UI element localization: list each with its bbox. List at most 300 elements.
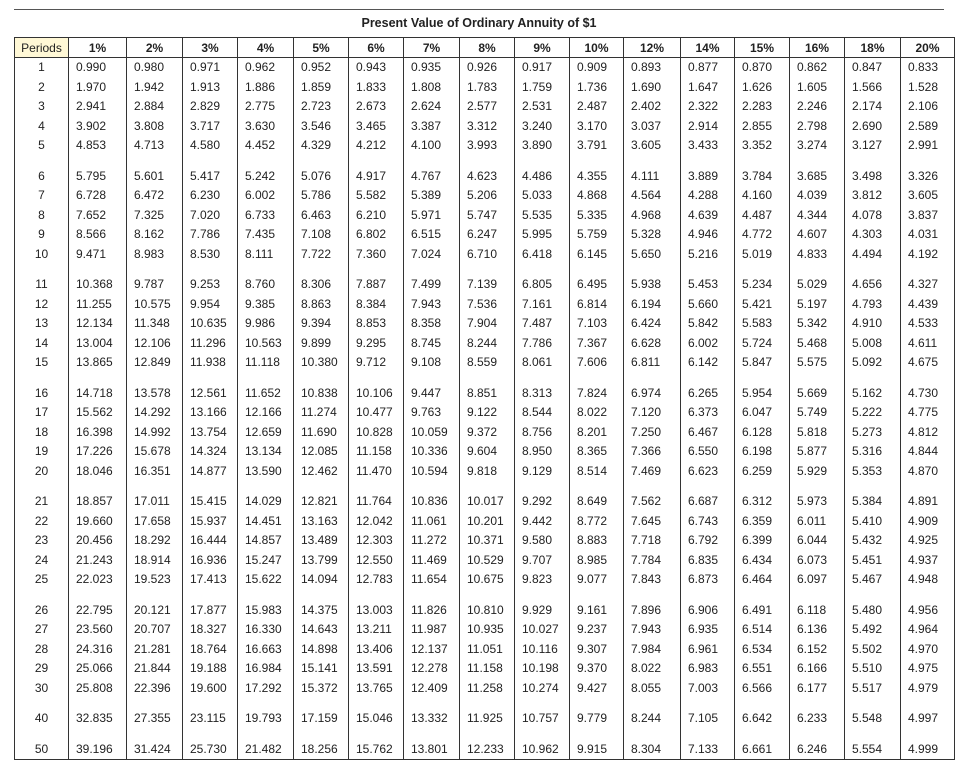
spacer-cell — [901, 729, 955, 740]
spacer-cell — [570, 698, 624, 709]
value-cell: 4.937 — [901, 551, 955, 571]
value-cell: 4.844 — [901, 442, 955, 462]
value-cell: 5.492 — [845, 620, 901, 640]
period-cell: 8 — [15, 206, 69, 226]
header-rate: 6% — [349, 38, 404, 58]
value-cell: 8.055 — [624, 679, 681, 699]
value-cell: 3.546 — [294, 117, 349, 137]
value-cell: 14.992 — [127, 423, 183, 443]
value-cell: 4.160 — [735, 186, 790, 206]
value-cell: 5.480 — [845, 601, 901, 621]
spacer-cell — [460, 373, 515, 384]
period-cell: 12 — [15, 295, 69, 315]
value-cell: 10.336 — [404, 442, 460, 462]
value-cell: 1.736 — [570, 78, 624, 98]
value-cell: 7.887 — [349, 275, 404, 295]
value-cell: 10.575 — [127, 295, 183, 315]
value-cell: 18.857 — [69, 492, 127, 512]
value-cell: 7.984 — [624, 640, 681, 660]
period-cell: 14 — [15, 334, 69, 354]
value-cell: 0.917 — [515, 58, 570, 78]
value-cell: 4.303 — [845, 225, 901, 245]
value-cell: 16.351 — [127, 462, 183, 482]
value-cell: 6.728 — [69, 186, 127, 206]
present-value-table — [14, 37, 955, 760]
spacer-cell — [790, 481, 845, 492]
value-cell: 6.491 — [735, 601, 790, 621]
value-cell: 6.230 — [183, 186, 238, 206]
value-cell: 14.877 — [183, 462, 238, 482]
value-cell: 7.120 — [624, 403, 681, 423]
header-rate: 16% — [790, 38, 845, 58]
spacer-cell — [624, 373, 681, 384]
value-cell: 15.937 — [183, 512, 238, 532]
spacer-cell — [901, 481, 955, 492]
value-cell: 6.974 — [624, 384, 681, 404]
annuity-table-container — [14, 9, 944, 760]
value-cell: 24.316 — [69, 640, 127, 660]
period-cell: 23 — [15, 531, 69, 551]
value-cell: 6.623 — [681, 462, 735, 482]
value-cell: 0.935 — [404, 58, 460, 78]
spacer-cell — [515, 729, 570, 740]
value-cell: 16.398 — [69, 423, 127, 443]
value-cell: 13.163 — [294, 512, 349, 532]
value-cell: 1.942 — [127, 78, 183, 98]
value-cell: 8.022 — [624, 659, 681, 679]
header-rate: 3% — [183, 38, 238, 58]
value-cell: 5.510 — [845, 659, 901, 679]
value-cell: 12.233 — [460, 740, 515, 760]
period-cell: 13 — [15, 314, 69, 334]
value-cell: 11.118 — [238, 353, 294, 373]
spacer-cell — [735, 264, 790, 275]
value-cell: 9.108 — [404, 353, 460, 373]
spacer-cell — [624, 729, 681, 740]
value-cell: 12.134 — [69, 314, 127, 334]
spacer-cell — [681, 729, 735, 740]
value-cell: 5.389 — [404, 186, 460, 206]
value-cell: 12.278 — [404, 659, 460, 679]
value-cell: 11.348 — [127, 314, 183, 334]
spacer-cell — [735, 590, 790, 601]
value-cell: 6.550 — [681, 442, 735, 462]
spacer-cell — [735, 481, 790, 492]
value-cell: 2.577 — [460, 97, 515, 117]
value-cell: 6.418 — [515, 245, 570, 265]
value-cell: 8.306 — [294, 275, 349, 295]
value-cell: 3.808 — [127, 117, 183, 137]
header-periods: Periods — [15, 38, 69, 58]
value-cell: 8.022 — [570, 403, 624, 423]
value-cell: 12.659 — [238, 423, 294, 443]
value-cell: 21.281 — [127, 640, 183, 660]
value-cell: 8.530 — [183, 245, 238, 265]
value-cell: 8.201 — [570, 423, 624, 443]
value-cell: 1.690 — [624, 78, 681, 98]
table-row — [15, 245, 955, 265]
value-cell: 6.210 — [349, 206, 404, 226]
table-row — [15, 136, 955, 156]
value-cell: 0.971 — [183, 58, 238, 78]
spacer-cell — [790, 264, 845, 275]
value-cell: 9.161 — [570, 601, 624, 621]
value-cell: 6.142 — [681, 353, 735, 373]
value-cell: 4.623 — [460, 167, 515, 187]
value-cell: 10.594 — [404, 462, 460, 482]
value-cell: 7.108 — [294, 225, 349, 245]
value-cell: 19.660 — [69, 512, 127, 532]
value-cell: 19.523 — [127, 570, 183, 590]
value-cell: 6.835 — [681, 551, 735, 571]
value-cell: 7.469 — [624, 462, 681, 482]
spacer-cell — [681, 373, 735, 384]
value-cell: 4.355 — [570, 167, 624, 187]
table-row — [15, 334, 955, 354]
spacer-cell — [15, 481, 69, 492]
value-cell: 4.925 — [901, 531, 955, 551]
table-row — [15, 167, 955, 187]
value-cell: 9.604 — [460, 442, 515, 462]
value-cell: 5.759 — [570, 225, 624, 245]
value-cell: 2.775 — [238, 97, 294, 117]
spacer-cell — [183, 156, 238, 167]
value-cell: 0.926 — [460, 58, 515, 78]
value-cell: 1.859 — [294, 78, 349, 98]
value-cell: 4.812 — [901, 423, 955, 443]
value-cell: 6.373 — [681, 403, 735, 423]
value-cell: 14.029 — [238, 492, 294, 512]
value-cell: 13.590 — [238, 462, 294, 482]
value-cell: 8.772 — [570, 512, 624, 532]
value-cell: 6.044 — [790, 531, 845, 551]
value-cell: 6.906 — [681, 601, 735, 621]
spacer-cell — [515, 481, 570, 492]
value-cell: 2.174 — [845, 97, 901, 117]
value-cell: 3.902 — [69, 117, 127, 137]
value-cell: 0.980 — [127, 58, 183, 78]
value-cell: 3.312 — [460, 117, 515, 137]
value-cell: 6.802 — [349, 225, 404, 245]
spacer-cell — [127, 264, 183, 275]
spacer-cell — [624, 264, 681, 275]
spacer-cell — [901, 590, 955, 601]
value-cell: 7.024 — [404, 245, 460, 265]
value-cell: 5.316 — [845, 442, 901, 462]
spacer-cell — [238, 264, 294, 275]
value-cell: 13.003 — [349, 601, 404, 621]
value-cell: 4.675 — [901, 353, 955, 373]
period-cell: 28 — [15, 640, 69, 660]
value-cell: 10.828 — [349, 423, 404, 443]
table-row — [15, 601, 955, 621]
value-cell: 11.826 — [404, 601, 460, 621]
spacer-cell — [15, 729, 69, 740]
value-cell: 8.304 — [624, 740, 681, 760]
value-cell: 4.891 — [901, 492, 955, 512]
value-cell: 5.575 — [790, 353, 845, 373]
value-cell: 13.799 — [294, 551, 349, 571]
header-rate: 15% — [735, 38, 790, 58]
value-cell: 5.417 — [183, 167, 238, 187]
spacer-cell — [735, 373, 790, 384]
value-cell: 5.033 — [515, 186, 570, 206]
value-cell: 39.196 — [69, 740, 127, 760]
value-cell: 0.952 — [294, 58, 349, 78]
spacer-cell — [294, 698, 349, 709]
value-cell: 11.938 — [183, 353, 238, 373]
spacer-cell — [570, 156, 624, 167]
value-cell: 9.818 — [460, 462, 515, 482]
value-cell: 2.673 — [349, 97, 404, 117]
spacer-cell — [570, 481, 624, 492]
value-cell: 5.749 — [790, 403, 845, 423]
value-cell: 11.690 — [294, 423, 349, 443]
spacer-cell — [790, 698, 845, 709]
value-cell: 3.889 — [681, 167, 735, 187]
value-cell: 8.365 — [570, 442, 624, 462]
value-cell: 4.948 — [901, 570, 955, 590]
value-cell: 11.061 — [404, 512, 460, 532]
value-cell: 8.244 — [460, 334, 515, 354]
period-cell: 11 — [15, 275, 69, 295]
value-cell: 4.853 — [69, 136, 127, 156]
value-cell: 10.810 — [460, 601, 515, 621]
value-cell: 5.451 — [845, 551, 901, 571]
header-rate: 7% — [404, 38, 460, 58]
value-cell: 8.111 — [238, 245, 294, 265]
value-cell: 3.605 — [624, 136, 681, 156]
value-cell: 8.514 — [570, 462, 624, 482]
value-cell: 5.650 — [624, 245, 681, 265]
value-cell: 8.756 — [515, 423, 570, 443]
value-cell: 2.322 — [681, 97, 735, 117]
value-cell: 12.561 — [183, 384, 238, 404]
value-cell: 8.745 — [404, 334, 460, 354]
spacer-cell — [15, 590, 69, 601]
value-cell: 25.808 — [69, 679, 127, 699]
spacer-cell — [845, 590, 901, 601]
period-cell: 25 — [15, 570, 69, 590]
value-cell: 3.685 — [790, 167, 845, 187]
value-cell: 12.166 — [238, 403, 294, 423]
value-cell: 6.128 — [735, 423, 790, 443]
value-cell: 4.039 — [790, 186, 845, 206]
table-row — [15, 275, 955, 295]
period-cell: 1 — [15, 58, 69, 78]
value-cell: 16.444 — [183, 531, 238, 551]
spacer-cell — [238, 729, 294, 740]
spacer-cell — [294, 481, 349, 492]
value-cell: 3.240 — [515, 117, 570, 137]
table-row — [15, 570, 955, 590]
value-cell: 9.122 — [460, 403, 515, 423]
spacer-cell — [570, 590, 624, 601]
value-cell: 4.439 — [901, 295, 955, 315]
value-cell: 14.718 — [69, 384, 127, 404]
spacer-cell — [183, 264, 238, 275]
value-cell: 5.453 — [681, 275, 735, 295]
spacer-cell — [790, 590, 845, 601]
value-cell: 13.865 — [69, 353, 127, 373]
table-row — [15, 295, 955, 315]
period-cell: 50 — [15, 740, 69, 760]
value-cell: 14.292 — [127, 403, 183, 423]
period-cell: 6 — [15, 167, 69, 187]
value-cell: 20.456 — [69, 531, 127, 551]
value-cell: 10.563 — [238, 334, 294, 354]
value-cell: 5.242 — [238, 167, 294, 187]
value-cell: 14.898 — [294, 640, 349, 660]
value-cell: 18.292 — [127, 531, 183, 551]
table-row — [15, 384, 955, 404]
spacer-cell — [404, 156, 460, 167]
value-cell: 4.580 — [183, 136, 238, 156]
spacer-cell — [515, 373, 570, 384]
value-cell: 23.560 — [69, 620, 127, 640]
value-cell: 4.078 — [845, 206, 901, 226]
period-cell: 30 — [15, 679, 69, 699]
value-cell: 10.935 — [460, 620, 515, 640]
spacer-cell — [127, 729, 183, 740]
value-cell: 5.421 — [735, 295, 790, 315]
value-cell: 6.792 — [681, 531, 735, 551]
table-row — [15, 314, 955, 334]
spacer-cell — [681, 590, 735, 601]
spacer-cell — [349, 590, 404, 601]
value-cell: 6.961 — [681, 640, 735, 660]
value-cell: 13.134 — [238, 442, 294, 462]
period-cell: 21 — [15, 492, 69, 512]
value-cell: 6.002 — [238, 186, 294, 206]
spacer-cell — [349, 481, 404, 492]
value-cell: 3.791 — [570, 136, 624, 156]
value-cell: 9.823 — [515, 570, 570, 590]
group-spacer-row — [15, 698, 955, 709]
value-cell: 2.106 — [901, 97, 955, 117]
spacer-cell — [845, 156, 901, 167]
value-cell: 4.793 — [845, 295, 901, 315]
value-cell: 6.472 — [127, 186, 183, 206]
value-cell: 5.973 — [790, 492, 845, 512]
value-cell: 11.296 — [183, 334, 238, 354]
value-cell: 8.358 — [404, 314, 460, 334]
value-cell: 9.385 — [238, 295, 294, 315]
value-cell: 2.829 — [183, 97, 238, 117]
value-cell: 0.943 — [349, 58, 404, 78]
value-cell: 5.747 — [460, 206, 515, 226]
value-cell: 4.713 — [127, 136, 183, 156]
value-cell: 7.133 — [681, 740, 735, 760]
spacer-cell — [681, 698, 735, 709]
spacer-cell — [790, 156, 845, 167]
value-cell: 4.452 — [238, 136, 294, 156]
value-cell: 4.031 — [901, 225, 955, 245]
value-cell: 3.352 — [735, 136, 790, 156]
spacer-cell — [901, 156, 955, 167]
spacer-cell — [570, 729, 624, 740]
value-cell: 9.471 — [69, 245, 127, 265]
value-cell: 9.447 — [404, 384, 460, 404]
value-cell: 3.326 — [901, 167, 955, 187]
value-cell: 6.312 — [735, 492, 790, 512]
value-cell: 9.237 — [570, 620, 624, 640]
value-cell: 1.759 — [515, 78, 570, 98]
period-cell: 2 — [15, 78, 69, 98]
value-cell: 6.733 — [238, 206, 294, 226]
value-cell: 0.909 — [570, 58, 624, 78]
spacer-cell — [845, 373, 901, 384]
period-cell: 24 — [15, 551, 69, 571]
spacer-cell — [349, 373, 404, 384]
spacer-cell — [681, 264, 735, 275]
value-cell: 8.384 — [349, 295, 404, 315]
value-cell: 21.482 — [238, 740, 294, 760]
value-cell: 6.097 — [790, 570, 845, 590]
spacer-cell — [624, 698, 681, 709]
value-cell: 2.723 — [294, 97, 349, 117]
value-cell: 16.984 — [238, 659, 294, 679]
value-cell: 12.462 — [294, 462, 349, 482]
value-cell: 12.085 — [294, 442, 349, 462]
value-cell: 8.851 — [460, 384, 515, 404]
value-cell: 20.707 — [127, 620, 183, 640]
value-cell: 10.962 — [515, 740, 570, 760]
value-cell: 1.783 — [460, 78, 515, 98]
value-cell: 4.344 — [790, 206, 845, 226]
value-cell: 2.487 — [570, 97, 624, 117]
value-cell: 3.498 — [845, 167, 901, 187]
value-cell: 11.652 — [238, 384, 294, 404]
value-cell: 11.272 — [404, 531, 460, 551]
value-cell: 8.061 — [515, 353, 570, 373]
value-cell: 5.076 — [294, 167, 349, 187]
value-cell: 5.502 — [845, 640, 901, 660]
value-cell: 4.870 — [901, 462, 955, 482]
value-cell: 15.046 — [349, 709, 404, 729]
value-cell: 2.884 — [127, 97, 183, 117]
value-cell: 17.877 — [183, 601, 238, 621]
value-cell: 8.760 — [238, 275, 294, 295]
header-rate: 10% — [570, 38, 624, 58]
period-cell: 7 — [15, 186, 69, 206]
value-cell: 1.886 — [238, 78, 294, 98]
value-cell: 5.197 — [790, 295, 845, 315]
value-cell: 14.857 — [238, 531, 294, 551]
value-cell: 4.288 — [681, 186, 735, 206]
table-row — [15, 442, 955, 462]
value-cell: 3.812 — [845, 186, 901, 206]
value-cell: 4.639 — [681, 206, 735, 226]
value-cell: 4.656 — [845, 275, 901, 295]
value-cell: 1.647 — [681, 78, 735, 98]
value-cell: 4.111 — [624, 167, 681, 187]
table-row — [15, 740, 955, 760]
value-cell: 10.380 — [294, 353, 349, 373]
value-cell: 3.127 — [845, 136, 901, 156]
value-cell: 7.562 — [624, 492, 681, 512]
value-cell: 2.798 — [790, 117, 845, 137]
value-cell: 12.849 — [127, 353, 183, 373]
value-cell: 11.654 — [404, 570, 460, 590]
value-cell: 10.836 — [404, 492, 460, 512]
spacer-cell — [460, 729, 515, 740]
spacer-cell — [183, 698, 238, 709]
value-cell: 8.313 — [515, 384, 570, 404]
period-cell: 20 — [15, 462, 69, 482]
spacer-cell — [69, 264, 127, 275]
value-cell: 5.234 — [735, 275, 790, 295]
